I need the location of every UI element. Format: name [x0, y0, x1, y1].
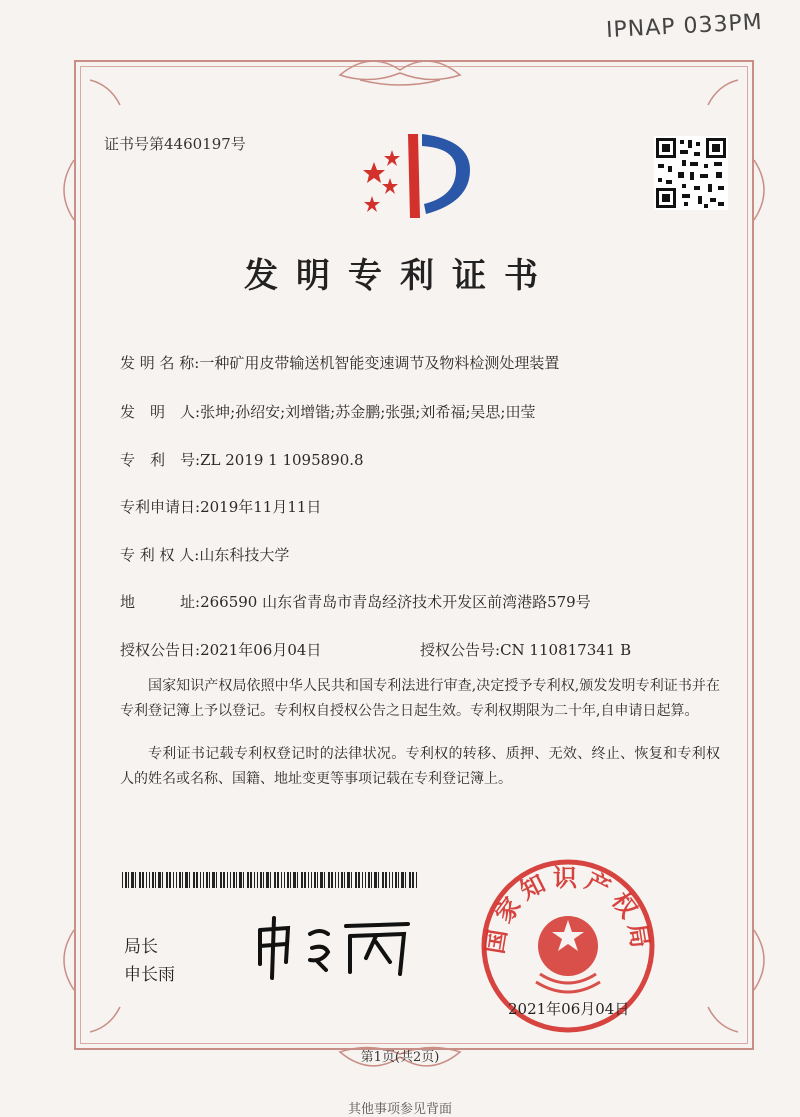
barcode-bar — [179, 872, 181, 888]
barcode-bar — [274, 872, 276, 888]
patent-number-label: 专 利 号: — [120, 451, 201, 469]
barcode-bar — [416, 872, 417, 888]
barcode-bar — [385, 872, 387, 888]
invention-name-label: 发 明 名 称: — [120, 354, 200, 372]
address-label: 地 址: — [120, 593, 201, 611]
barcode-bar — [131, 872, 134, 888]
filing-date-value: 2019年11月11日 — [200, 498, 322, 516]
handwritten-reference-note: IPNAP 033PM — [605, 9, 764, 44]
grant-statement-paragraph: 国家知识产权局依照中华人民共和国专利法进行审查,决定授予专利权,颁发发明专利证书并在专利登记簿上予以登记。专利权自授权公告之日起生效。专利权期限为二十年,自申请日起算。 — [120, 678, 720, 719]
barcode-bar — [409, 872, 411, 888]
grant-number-label: 授权公告号: — [420, 641, 501, 659]
patentee-row — [120, 544, 289, 565]
barcode-bar — [284, 872, 285, 888]
barcode-bar — [122, 872, 123, 888]
barcode-bar — [220, 872, 222, 888]
page-number: 第1页(共2页) — [360, 1050, 440, 1065]
barcode-bar — [227, 872, 228, 888]
barcode-bar — [371, 872, 372, 888]
barcode-bar — [200, 872, 201, 888]
barcode-bar — [196, 872, 198, 888]
barcode-bar — [223, 872, 225, 888]
barcode-bar — [320, 872, 323, 888]
barcode-bar — [297, 872, 298, 888]
barcode-bar — [216, 872, 217, 888]
barcode-bar — [239, 872, 242, 888]
barcode-bar — [412, 872, 414, 888]
barcode-bar — [209, 872, 210, 888]
barcode-bar — [173, 872, 174, 888]
barcode-bar — [236, 872, 237, 888]
barcode-bar — [185, 872, 188, 888]
barcode-bar — [182, 872, 183, 888]
barcode-bar — [368, 872, 370, 888]
inventor-row — [120, 401, 535, 422]
grant-date-label: 授权公告日: — [120, 641, 201, 659]
barcode-bar — [139, 872, 141, 888]
director-signature — [240, 912, 420, 982]
barcode-bar — [347, 872, 350, 888]
barcode-bar — [152, 872, 154, 888]
barcode-bar — [378, 872, 379, 888]
certificate-number: 证书号第4460197号 — [104, 135, 246, 153]
barcode-bar — [189, 872, 190, 888]
barcode-bar — [128, 872, 129, 888]
grant-number-row — [420, 639, 631, 660]
invention-name-value: 一种矿用皮带输送机智能变速调节及物料检测处理装置 — [199, 354, 560, 372]
seal-text: 国家知识产权局 — [480, 864, 656, 956]
barcode-bar — [162, 872, 163, 888]
barcode-bar — [395, 872, 397, 888]
barcode-bar — [398, 872, 399, 888]
barcode-bar — [230, 872, 231, 888]
barcode-bar — [260, 872, 262, 888]
barcode-bar — [247, 872, 249, 888]
barcode-bar — [135, 872, 136, 888]
certificate-title: 发明专利证书 — [244, 256, 556, 296]
barcode-bar — [374, 872, 377, 888]
barcode-bar — [287, 872, 289, 888]
barcode-bar — [401, 872, 404, 888]
barcode-bar — [355, 872, 357, 888]
barcode-bar — [142, 872, 144, 888]
barcode-bar — [304, 872, 306, 888]
barcode-bar — [314, 872, 316, 888]
barcode-bar — [328, 872, 330, 888]
barcode-bar — [257, 872, 258, 888]
barcode-bar — [243, 872, 244, 888]
patent-number-value: ZL 2019 1 1095890.8 — [200, 451, 364, 469]
legal-status-paragraph: 专利证书记载专利权登记时的法律状况。专利权的转移、质押、无效、终止、恢复和专利权人的姓名或名称、国籍、地址变更等事项记载在专利登记簿上。 — [120, 746, 720, 787]
barcode-bar — [344, 872, 345, 888]
barcode-bar — [290, 872, 291, 888]
barcode-bar — [335, 872, 336, 888]
seal-date: 2021年06月04日 — [508, 1000, 630, 1018]
barcode-icon — [122, 872, 422, 888]
barcode-bar — [254, 872, 255, 888]
grant-number-value: CN 110817341 B — [500, 641, 632, 659]
barcode-bar — [317, 872, 318, 888]
barcode-bar — [293, 872, 296, 888]
barcode-bar — [206, 872, 208, 888]
barcode-bar — [250, 872, 252, 888]
barcode-bar — [266, 872, 269, 888]
grant-date-value: 2021年06月04日 — [200, 641, 322, 659]
barcode-bar — [338, 872, 339, 888]
barcode-bar — [351, 872, 352, 888]
barcode-bar — [392, 872, 393, 888]
barcode-bar — [212, 872, 215, 888]
barcode-bar — [203, 872, 204, 888]
inventor-label: 发 明 人: — [120, 403, 201, 421]
barcode-bar — [169, 872, 171, 888]
barcode-bar — [405, 872, 406, 888]
patent-number-row — [120, 449, 364, 470]
qr-code-icon — [654, 136, 728, 210]
cnipa-logo-icon — [352, 126, 482, 224]
address-value: 266590 山东省青岛市青岛经济技术开发区前湾港路579号 — [200, 593, 591, 611]
barcode-bar — [341, 872, 343, 888]
filing-date-row — [120, 496, 321, 517]
barcode-bar — [358, 872, 360, 888]
barcode-bar — [311, 872, 312, 888]
barcode-bar — [149, 872, 150, 888]
address-row — [120, 591, 591, 612]
barcode-bar — [331, 872, 333, 888]
barcode-bar — [362, 872, 363, 888]
barcode-bar — [281, 872, 282, 888]
barcode-bar — [277, 872, 279, 888]
barcode-bar — [193, 872, 195, 888]
barcode-bar — [176, 872, 177, 888]
barcode-bar — [308, 872, 309, 888]
grant-date-row — [120, 639, 321, 660]
director-title: 局长 — [124, 937, 158, 957]
barcode-bar — [125, 872, 127, 888]
barcode-bar — [301, 872, 303, 888]
barcode-bar — [365, 872, 366, 888]
barcode-bar — [270, 872, 271, 888]
barcode-bar — [146, 872, 147, 888]
barcode-bar — [382, 872, 384, 888]
barcode-bar — [166, 872, 168, 888]
barcode-bar — [324, 872, 325, 888]
footer-note: 其他事项参见背面 — [347, 1102, 452, 1117]
barcode-bar — [263, 872, 264, 888]
barcode-bar — [389, 872, 390, 888]
barcode-bar — [158, 872, 161, 888]
inventor-value: 张坤;孙绍安;刘增锴;苏金鹏;张强;刘希福;吴思;田莹 — [200, 403, 536, 421]
invention-name-row — [120, 352, 559, 373]
patentee-label: 专 利 权 人: — [120, 546, 200, 564]
filing-date-label: 专利申请日: — [120, 498, 201, 516]
patentee-value: 山东科技大学 — [199, 546, 290, 564]
barcode-bar — [233, 872, 235, 888]
director-name: 申长雨 — [124, 965, 175, 985]
barcode-bar — [155, 872, 156, 888]
